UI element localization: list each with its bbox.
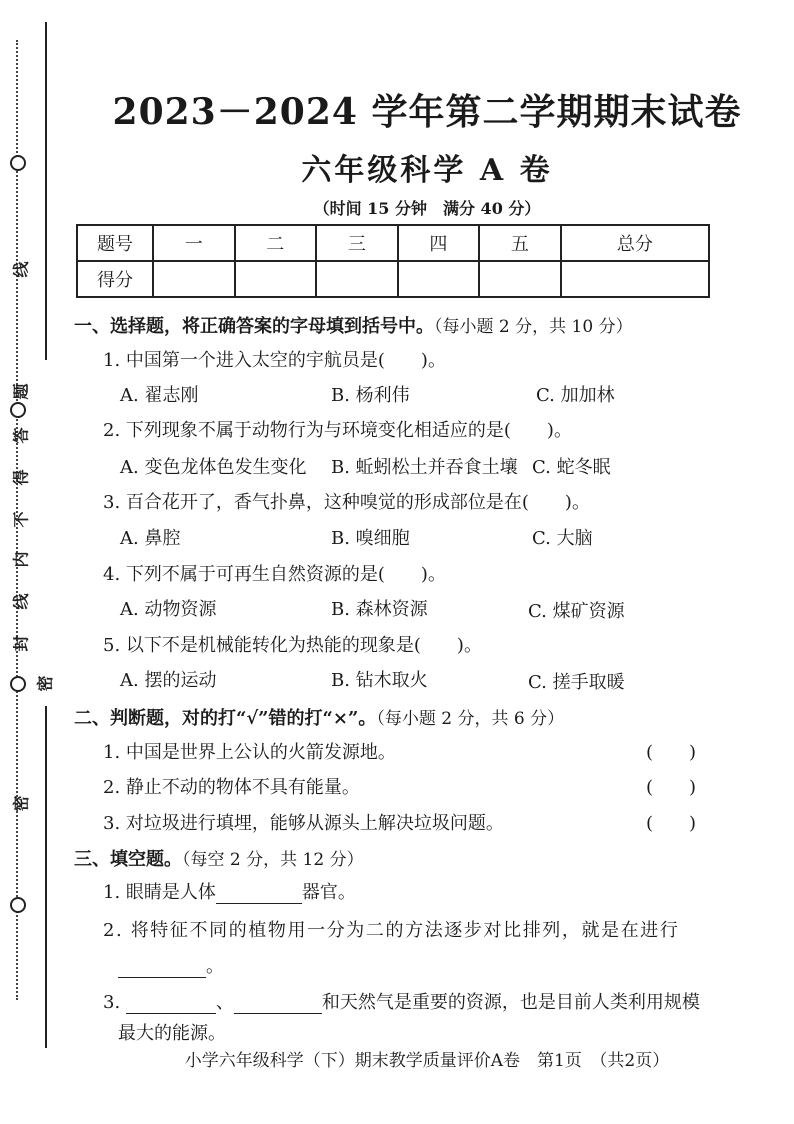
binding-hole bbox=[10, 676, 26, 692]
binding-char: 内 bbox=[11, 551, 31, 568]
question: 5. 以下不是机械能转化为热能的现象是( )。 bbox=[103, 635, 482, 656]
answer-blank[interactable] bbox=[126, 995, 216, 1014]
question: 1. 中国第一个进入太空的宇航员是( )。 bbox=[103, 350, 446, 371]
score-cell: 五 bbox=[479, 225, 561, 261]
binding-line-top bbox=[45, 22, 47, 360]
page-footer: 小学六年级科学（下）期末教学质量评价A卷 第1页 （共2页） bbox=[184, 1051, 670, 1071]
section-note: （每小题 2 分，共 6 分） bbox=[376, 709, 565, 729]
score-input-cell[interactable] bbox=[398, 261, 480, 297]
exam-info: （时间 15 分钟 满分 40 分） bbox=[313, 199, 541, 218]
binding-char: 题 bbox=[11, 383, 31, 400]
option-b: B. 嗅细胞 bbox=[331, 528, 410, 549]
binding-char: 线 bbox=[11, 261, 31, 278]
binding-margin bbox=[0, 0, 60, 1124]
score-input-cell[interactable] bbox=[153, 261, 235, 297]
score-cell: 得分 bbox=[77, 261, 153, 297]
binding-char: 线 bbox=[11, 593, 31, 610]
judgment-item: 3. 对垃圾进行填埋，能够从源头上解决垃圾问题。 bbox=[103, 813, 504, 834]
score-cell: 题号 bbox=[77, 225, 153, 261]
exam-title: 2023－2024 学年第二学期期末试卷 bbox=[112, 91, 742, 133]
fill-text: 3. bbox=[103, 992, 121, 1013]
answer-parentheses[interactable]: ( ) bbox=[646, 742, 697, 763]
option-c: C. 蛇冬眠 bbox=[532, 457, 611, 478]
score-input-cell[interactable] bbox=[561, 261, 709, 297]
score-cell: 三 bbox=[316, 225, 398, 261]
score-table bbox=[76, 224, 710, 298]
exam-subtitle: 六年级科学 A 卷 bbox=[301, 153, 553, 188]
option-a: A. 摆的运动 bbox=[120, 670, 217, 691]
section-heading bbox=[74, 704, 564, 730]
option-a: A. 鼻腔 bbox=[120, 528, 181, 549]
question: 4. 下列不属于可再生自然资源的是( )。 bbox=[103, 564, 446, 585]
score-cell: 一 bbox=[153, 225, 235, 261]
section-heading bbox=[74, 845, 364, 871]
fill-text: 器官。 bbox=[301, 882, 356, 903]
binding-char: 封 bbox=[11, 635, 31, 652]
fill-question bbox=[118, 952, 224, 978]
option-a: A. 动物资源 bbox=[120, 599, 217, 620]
option-b: B. 蚯蚓松土并吞食土壤 bbox=[331, 457, 518, 478]
option-b: B. 杨利伟 bbox=[331, 385, 410, 406]
fill-text: 。 bbox=[206, 956, 224, 977]
binding-char: 密 bbox=[11, 795, 31, 812]
binding-line-bottom bbox=[45, 706, 47, 1048]
answer-blank[interactable] bbox=[118, 959, 206, 978]
score-input-cell[interactable] bbox=[316, 261, 398, 297]
binding-hole bbox=[10, 155, 26, 171]
option-c: C. 大脑 bbox=[532, 528, 593, 549]
judgment-item: 2. 静止不动的物体不具有能量。 bbox=[103, 777, 360, 798]
fill-question bbox=[103, 988, 700, 1014]
score-input-cell[interactable] bbox=[479, 261, 561, 297]
answer-blank[interactable] bbox=[216, 885, 302, 904]
option-c: C. 加加林 bbox=[536, 385, 615, 406]
binding-char: 不 bbox=[11, 511, 31, 528]
section-note: （每小题 2 分，共 10 分） bbox=[434, 317, 633, 337]
score-cell: 二 bbox=[235, 225, 317, 261]
section-title: 二、判断题，对的打“√”错的打“×”。 bbox=[74, 708, 377, 729]
fill-question bbox=[103, 878, 356, 904]
section-note: （每空 2 分，共 12 分） bbox=[182, 850, 364, 870]
score-table-header-row bbox=[77, 225, 709, 261]
fill-question: 最大的能源。 bbox=[118, 1023, 226, 1044]
option-a: A. 变色龙体色发生变化 bbox=[120, 457, 307, 478]
question: 3. 百合花开了，香气扑鼻，这种嗅觉的形成部位是在( )。 bbox=[103, 492, 590, 513]
section-title: 三、填空题。 bbox=[74, 849, 182, 870]
binding-hole bbox=[10, 897, 26, 913]
answer-parentheses[interactable]: ( ) bbox=[646, 777, 697, 798]
option-a: A. 翟志刚 bbox=[120, 385, 199, 406]
section-heading bbox=[74, 312, 633, 338]
section-title: 一、选择题，将正确答案的字母填到括号中。 bbox=[74, 316, 434, 337]
option-c: C. 煤矿资源 bbox=[528, 601, 625, 622]
score-input-cell[interactable] bbox=[235, 261, 317, 297]
score-cell: 总分 bbox=[561, 225, 709, 261]
binding-hole bbox=[10, 402, 26, 418]
answer-blank[interactable] bbox=[234, 995, 322, 1014]
option-c: C. 搓手取暖 bbox=[528, 672, 625, 693]
judgment-item: 1. 中国是世界上公认的火箭发源地。 bbox=[103, 742, 396, 763]
binding-char: 得 bbox=[11, 469, 31, 486]
option-b: B. 森林资源 bbox=[331, 599, 428, 620]
fill-text: 1. 眼睛是人体 bbox=[103, 882, 216, 903]
binding-char: 密 bbox=[35, 675, 55, 692]
fill-text: 、 bbox=[215, 992, 234, 1013]
answer-parentheses[interactable]: ( ) bbox=[646, 813, 697, 834]
option-b: B. 钻木取火 bbox=[331, 670, 428, 691]
fill-text: 和天然气是重要的资源，也是目前人类利用规模 bbox=[321, 992, 700, 1013]
score-table-score-row bbox=[77, 261, 709, 297]
binding-char: 答 bbox=[11, 427, 31, 444]
fill-question: 2. 将特征不同的植物用一分为二的方法逐步对比排列，就是在进行 bbox=[103, 920, 680, 941]
question: 2. 下列现象不属于动物行为与环境变化相适应的是( )。 bbox=[103, 420, 572, 441]
score-cell: 四 bbox=[398, 225, 480, 261]
